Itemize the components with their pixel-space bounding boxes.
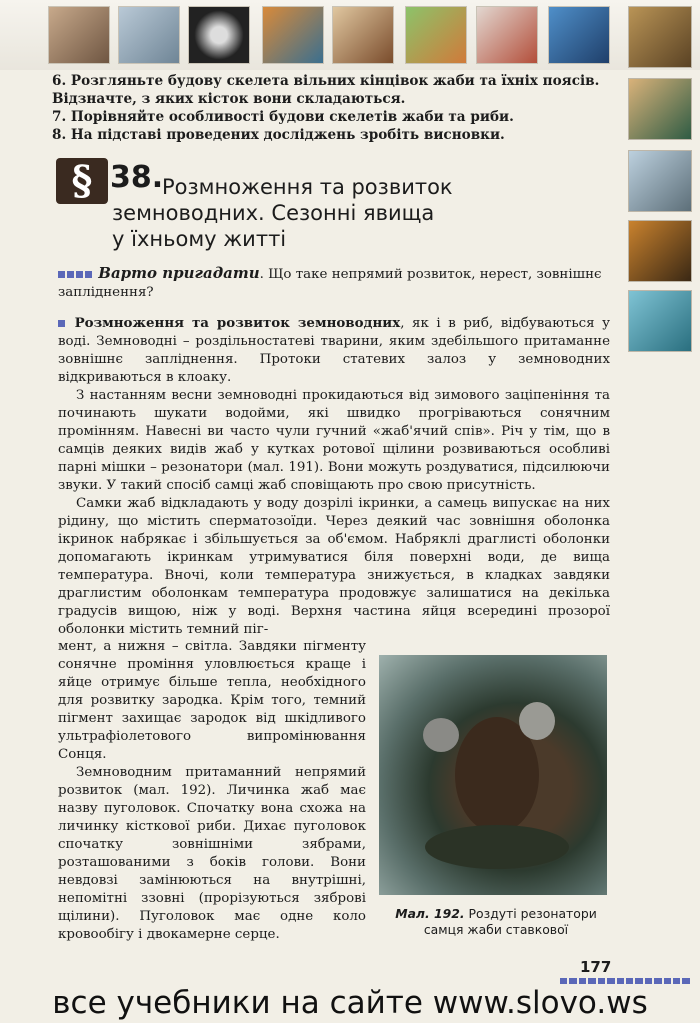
chapter-title-line-1: Розмноження та розвиток — [162, 175, 453, 199]
coral-image — [262, 6, 324, 64]
paragraph-1 — [58, 314, 610, 387]
bullet-square-icon — [58, 320, 65, 327]
frog-icon — [379, 655, 607, 895]
butterfly-image — [405, 6, 467, 64]
chapter-title-line-2: земноводних. Сезонні явища — [112, 201, 435, 225]
site-footer: все учебники на сайте www.slovo.ws — [52, 985, 648, 1021]
seagull-image — [628, 150, 692, 212]
section-badge — [56, 158, 108, 204]
tiger-image — [628, 220, 692, 282]
caption-label: Мал. 192. — [395, 906, 465, 921]
chapter-number: 38. — [110, 160, 164, 195]
section-symbol: § — [71, 158, 93, 204]
sea-creature-image — [332, 6, 394, 64]
marker-square-icon — [67, 271, 74, 278]
header-image-strip — [0, 0, 700, 70]
paragraph-1-lead: Розмноження та розвиток земноводних — [74, 315, 401, 331]
remind-block — [58, 264, 618, 302]
wrapped-text — [58, 638, 366, 944]
chapter-title-line-3: у їхньому житті — [112, 227, 287, 251]
main-text — [58, 314, 610, 639]
dolphin-image — [628, 290, 692, 352]
paragraph-3-continued: мент, а нижня – світла. Завдяки пігменту сонячне проміння уловлюється краще і яйце отримує більше тепла, необхідного для розвитку зародка. Крім того, темний пігмент захищає зародок від шкідливого ультрафіолетового випромінювання Сонця. — [58, 639, 366, 762]
paragraph-3: Самки жаб відкладають у воду дозрілі ікринки, а самець випускає на них рідину, що містить сперматозоїди. Через деякий час зовнішня оболонка ікринок набрякає і збільшується за об'ємом. Набряклі драглисті оболонки допомагають ікринкам утримуватися біля поверхні води, де вища температура. Вночі, коли температура знижується, в кладках завдяки драглистим оболонкам температура продовжує залишатися на декілька градусів вищою, ніж у воді. Верхня частина яйця всередині прозорої оболонки містить темний піг- — [58, 496, 610, 637]
lab-questions — [52, 72, 612, 144]
paragraph-4: Земноводним притаманний непрямий розвиток (мал. 192). Личинка жаб має назву пуголовок. Спочатку вона схожа на личинку кісткової риби. Дихає пуголовок спочатку зовнішніми зябрами, розташованими з боків голови. Вони невдовзі замінюються на внутрішні, непомітні ззовні (прорізуються зяброві щілини). Пуголовок має одне коло кровообігу і двокамерне серце. — [58, 765, 366, 942]
marker-square-icon — [76, 271, 83, 278]
anemone-image — [476, 6, 538, 64]
frog-photo — [379, 655, 607, 895]
figure-caption — [382, 906, 610, 938]
caption-text: Роздуті резонатори самця жаби ставкової — [423, 906, 597, 937]
remind-text: . Що таке непрямий розвиток, нерест, зовнішнє запліднення? — [58, 267, 602, 300]
hamster-image — [48, 6, 110, 64]
question-6: 6. Розгляньте будову скелета вільних кінцівок жаби та їхніх поясів. Відзначте, з яких кісток вони складаються. — [52, 73, 600, 107]
question-8: 8. На підставі проведених досліджень зробіть висновки. — [52, 127, 505, 143]
marker-square-icon — [58, 271, 65, 278]
sponge-image — [628, 6, 692, 68]
paragraph-2: З настанням весни земноводні прокидаються від зимового заціпеніння та починають шукати водойми, які швидко прогріваються сонячним промінням. Навесні ви часто чули гучний «жаб'ячий спів». Річ у тім, що в самців деяких видів жаб у кутках ротової щілини розвиваються особливі парні мішки – резонатори (мал. 191). Вони можуть роздуватися, підсилюючи звуки. У такий спосіб самці жаб сповіщають про свою присутність. — [58, 388, 610, 493]
paragraph-1-rest: , як і в риб, відбуваються у воді. Земноводні – роздільностатеві тварини, яким здебільшого притаманне зовнішнє запліднення. Протоки статевих залоз у земноводних відкриваються в клоаку. — [58, 316, 611, 385]
fish-image — [548, 6, 610, 64]
microbe-image — [118, 6, 180, 64]
marker-square-icon — [85, 271, 92, 278]
chapter-title — [112, 174, 552, 252]
radiolaria-image — [188, 6, 250, 64]
page-decoration — [560, 978, 690, 984]
question-7: 7. Порівняйте особливості будови скелетів жаби та риби. — [52, 109, 514, 125]
snake-image — [628, 78, 692, 140]
remind-label: Варто пригадати — [98, 264, 260, 282]
page-number: 177 — [580, 958, 612, 976]
